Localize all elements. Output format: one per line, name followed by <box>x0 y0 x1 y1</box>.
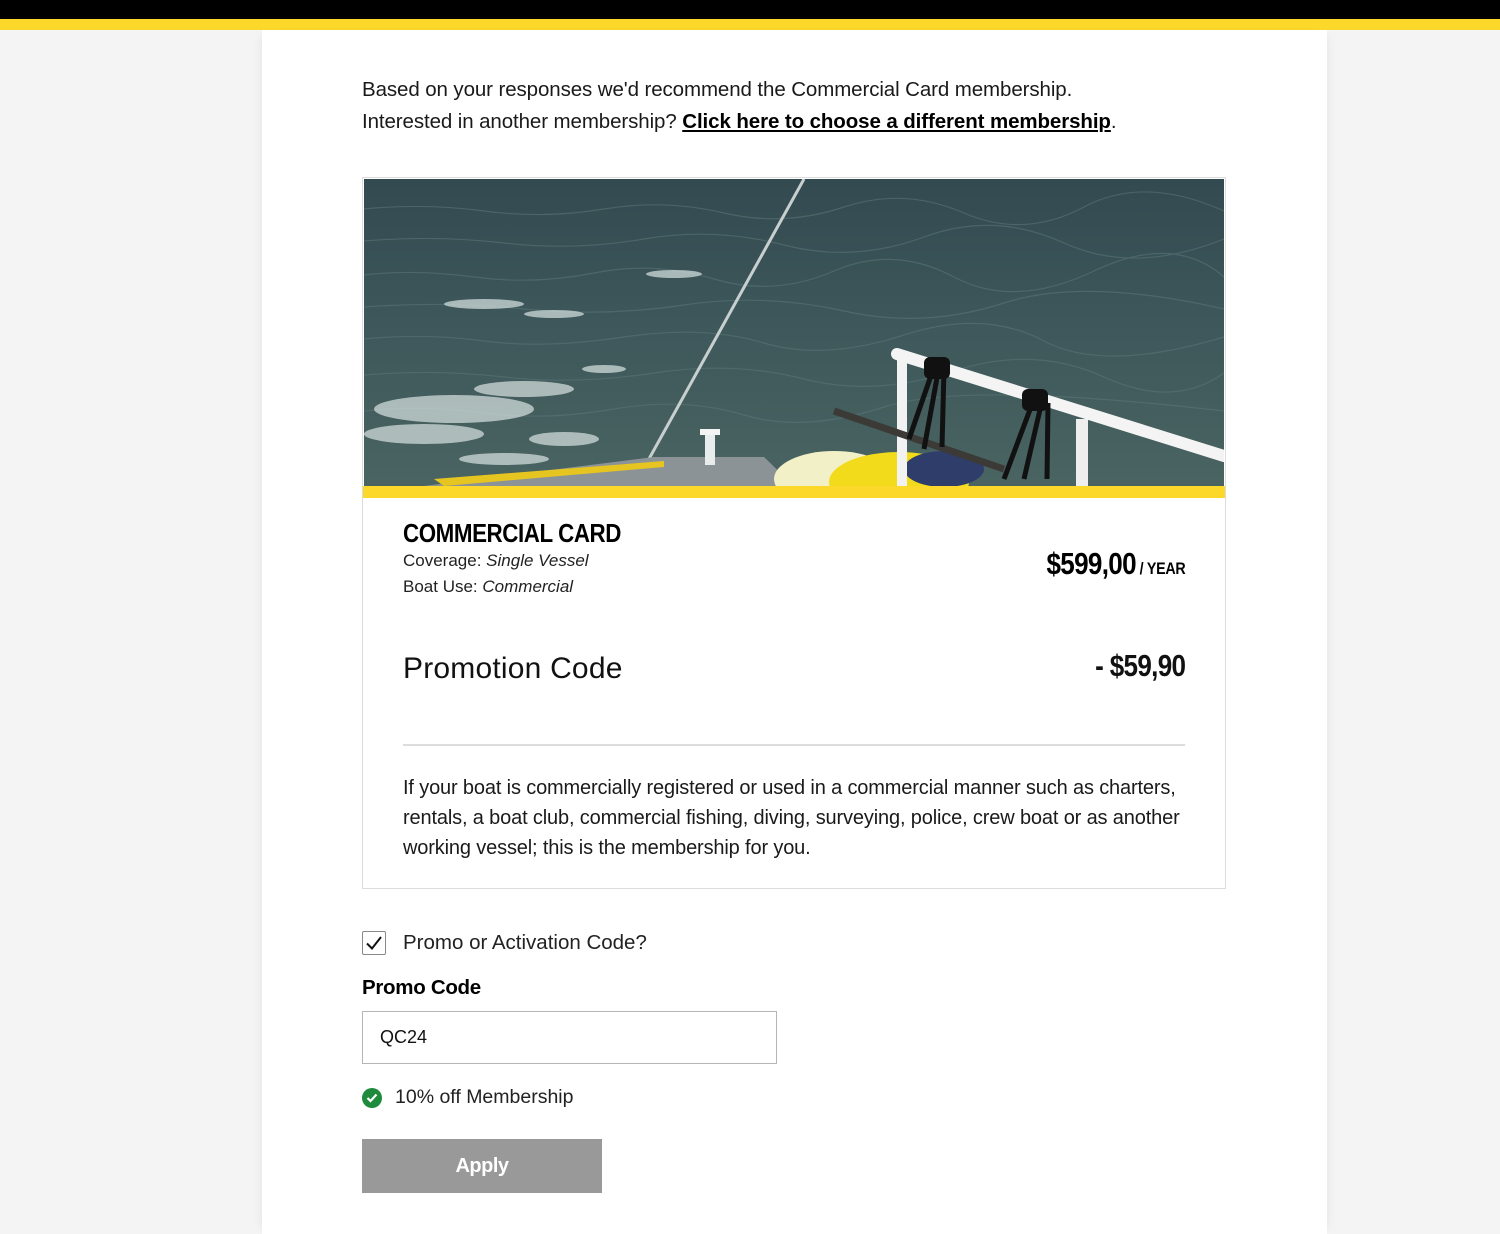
promo-status-text: 10% off Membership <box>395 1086 574 1108</box>
promotion-row <box>403 648 1185 698</box>
checkmark-icon <box>365 935 383 951</box>
boat-use-label: Boat Use: <box>403 577 478 596</box>
promo-status <box>362 1086 573 1109</box>
main-content-panel <box>262 30 1327 1234</box>
price-period: / YEAR <box>1139 559 1185 578</box>
coverage-value: Single Vessel <box>486 551 589 570</box>
promo-code-field-label: Promo Code <box>362 976 481 999</box>
top-black-bar <box>0 0 1500 19</box>
alternate-membership-line <box>362 106 1242 138</box>
membership-title: COMMERCIAL CARD <box>403 518 621 548</box>
choose-different-membership-link[interactable]: Click here to choose a different membership <box>682 110 1111 133</box>
coverage-label: Coverage: <box>403 551 482 570</box>
membership-description: If your boat is commercially registered or used in a commercial manner such as charters, rentals, a boat club, commercial fishing, diving, surveying, police, crew boat or as another working vessel; this is the membership for you. <box>403 777 1180 859</box>
check-circle-icon <box>362 1088 382 1108</box>
top-yellow-bar <box>0 19 1500 30</box>
price-amount: $599,00 <box>1045 546 1136 581</box>
promo-code-toggle[interactable] <box>362 928 647 958</box>
promo-code-checkbox[interactable] <box>362 931 386 955</box>
hero-yellow-strip <box>363 486 1225 498</box>
promotion-label: Promotion Code <box>403 652 623 685</box>
link-suffix: . <box>1110 110 1117 133</box>
apply-button[interactable]: Apply <box>362 1139 602 1193</box>
boat-use-value: Commercial <box>482 577 574 596</box>
membership-details <box>403 518 1185 859</box>
recommendation-intro <box>362 74 1242 138</box>
alternate-membership-prompt: Interested in another membership? <box>362 110 677 133</box>
promotion-discount: - $59,90 <box>1094 648 1185 683</box>
membership-hero-image <box>364 179 1224 486</box>
membership-price <box>1046 546 1185 582</box>
card-divider <box>403 744 1185 746</box>
promo-code-checkbox-label: Promo or Activation Code? <box>403 931 647 954</box>
membership-card <box>362 177 1226 889</box>
boat-water-illustration <box>364 179 1224 486</box>
recommendation-text: Based on your responses we'd recommend the Commercial Card membership. <box>362 78 1073 101</box>
promo-code-input[interactable] <box>362 1011 777 1064</box>
